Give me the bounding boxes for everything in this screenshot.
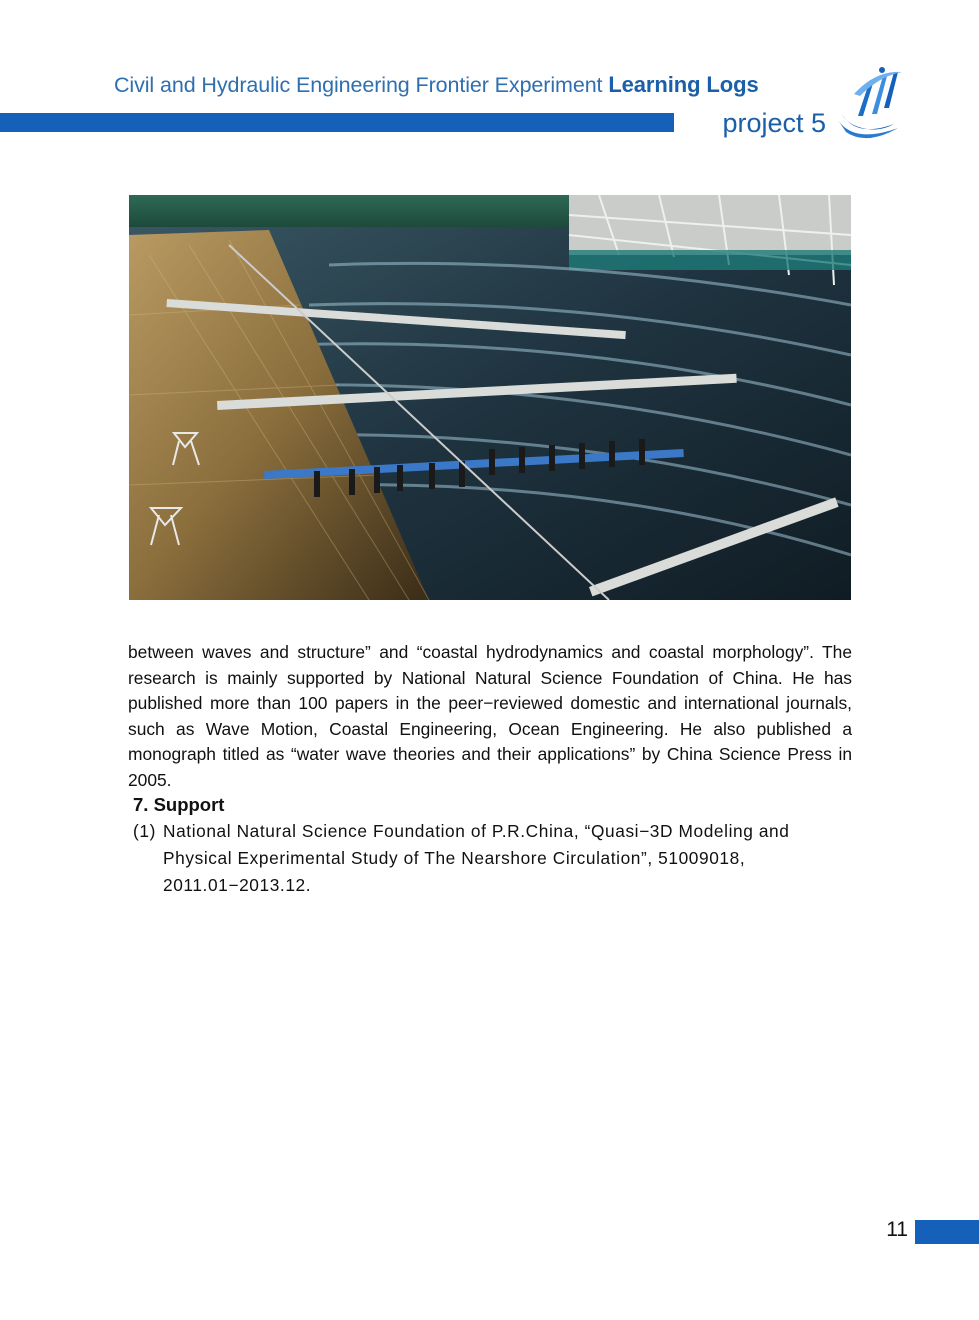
list-marker: (1)	[133, 821, 156, 841]
footer-accent-bar	[915, 1220, 979, 1244]
header-title-prefix: Civil and Hydraulic Engineering Frontier Experiment	[114, 73, 609, 97]
support-item-text: National Natural Science Foundation of P.R.China, “Quasi−3D Modeling and Physical Experimental Study of The Nearshore Circulation”, 51009018, 2011.01−2013.12.	[163, 821, 790, 895]
section-heading: 7. Support	[133, 794, 225, 815]
project-label: project 5	[722, 108, 826, 138]
wave-basin-photo	[129, 195, 851, 600]
swoosh-logo-icon	[836, 64, 906, 140]
header-accent-bar	[0, 113, 674, 132]
header-title	[114, 72, 824, 98]
body-paragraph: between waves and structure” and “coastal hydrodynamics and coastal morphology”. The research is mainly supported by National Natural Science Foundation of China. He has published more than 100 papers in the peer−reviewed domestic and international journals, such as Wave Motion, Coastal Engineering, Ocean Engineering. He also published a monograph titled as “water wave theories and their applications” by China Science Press in 2005.	[128, 642, 852, 790]
header-title-bold: Learning Logs	[608, 72, 759, 97]
support-list-item	[133, 818, 853, 899]
page-number: 11	[886, 1218, 908, 1241]
